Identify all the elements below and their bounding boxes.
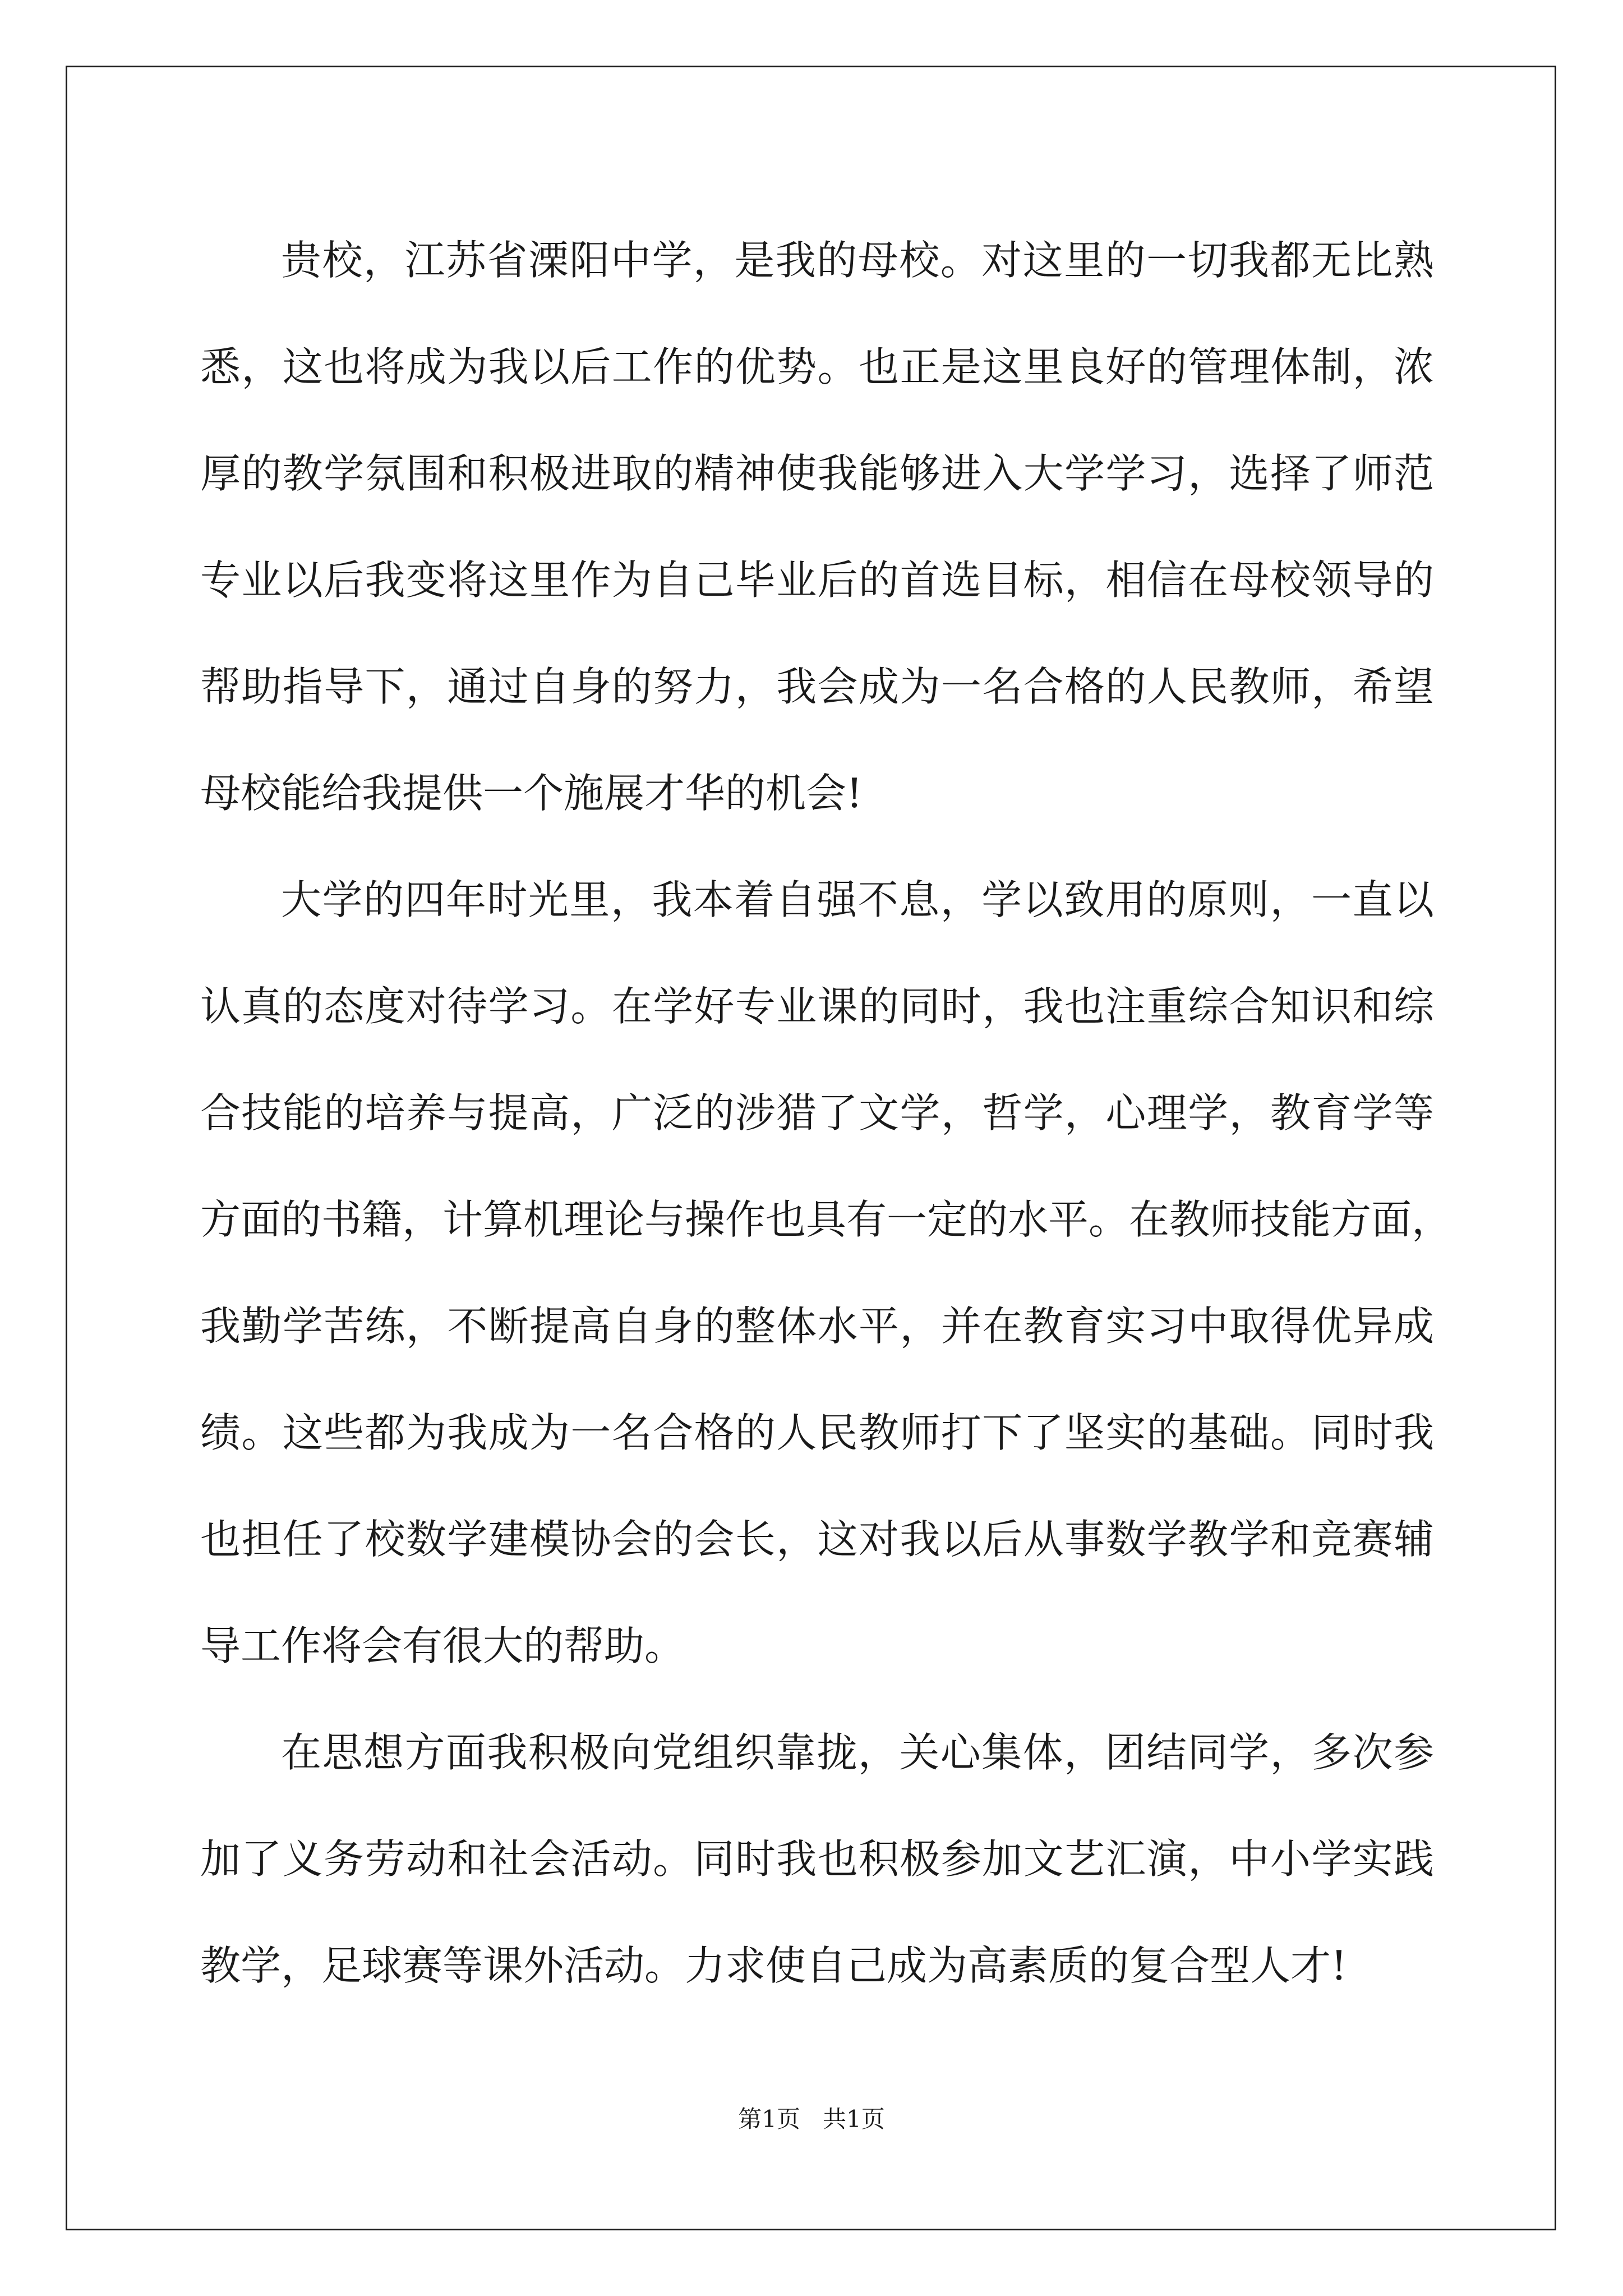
paragraph-2-line-3: 合技能的培养与提高，广泛的涉猎了文学，哲学，心理学，教育学等 xyxy=(200,1089,1434,1137)
paragraph-1-line-2: 悉，这也将成为我以后工作的优势。也正是这里良好的管理体制，浓 xyxy=(200,343,1434,390)
page-number-footer: 第1页 共1页 xyxy=(738,2105,885,2133)
paragraph-2-line-1: 大学的四年时光里，我本着自强不息，学以致用的原则，一直以 xyxy=(281,876,1434,923)
paragraph-3-line-1: 在思想方面我积极向党组织靠拢，关心集体，团结同学，多次参 xyxy=(281,1729,1434,1776)
paragraph-3-line-3: 教学，足球赛等课外活动。力求使自己成为高素质的复合型人才! xyxy=(200,1942,1347,1989)
paragraph-1-line-5: 帮助指导下，通过自身的努力，我会成为一名合格的人民教师，希望 xyxy=(200,663,1434,710)
paragraph-1-line-4: 专业以后我变将这里作为自己毕业后的首选目标，相信在母校领导的 xyxy=(200,556,1434,604)
paragraph-2-line-7: 也担任了校数学建模协会的会长，这对我以后从事数学教学和竞赛辅 xyxy=(200,1516,1434,1563)
paragraph-1-line-6: 母校能给我提供一个施展才华的机会! xyxy=(200,770,863,817)
document-body xyxy=(200,207,1453,2019)
paragraph-2-line-8: 导工作将会有很大的帮助。 xyxy=(200,1622,685,1669)
paragraph-2-line-6: 绩。这些都为我成为一名合格的人民教师打下了坚实的基础。同时我 xyxy=(200,1409,1434,1456)
paragraph-1-line-1: 贵校，江苏省溧阳中学，是我的母校。对这里的一切我都无比熟 xyxy=(281,237,1434,284)
paragraph-1-line-3: 厚的教学氛围和积极进取的精神使我能够进入大学学习，选择了师范 xyxy=(200,450,1434,497)
paragraph-2-line-5: 我勤学苦练，不断提高自身的整体水平，并在教育实习中取得优异成 xyxy=(200,1303,1434,1350)
paragraph-3-line-2: 加了义务劳动和社会活动。同时我也积极参加文艺汇演，中小学实践 xyxy=(200,1835,1434,1883)
paragraph-2-line-2: 认真的态度对待学习。在学好专业课的同时，我也注重综合知识和综 xyxy=(200,983,1434,1030)
paragraph-2-line-4: 方面的书籍，计算机理论与操作也具有一定的水平。在教师技能方面， xyxy=(200,1196,1453,1243)
